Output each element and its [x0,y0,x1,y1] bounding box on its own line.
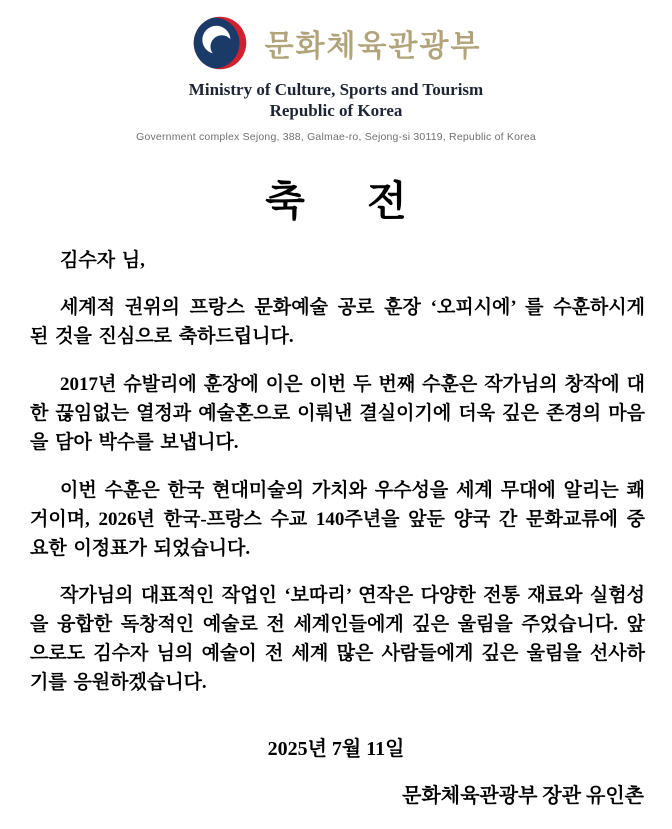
korea-government-emblem-icon [191,14,249,72]
body-paragraph: 작가님의 대표적인 작업인 ‘보따리’ 연작은 다양한 전통 재료와 실험성을 융합한 독창적인 예술로 전 세계인들에게 깊은 울림을 주었습니다. 앞으로도 김수자 님의 예술이 전 세계 많은 사람들에게 깊은 울림을 선사하기를 응원하겠습니다. [30,585,645,693]
document-body [30,247,645,698]
ministry-name-english-line1: Ministry of Culture, Sports and Tourism [188,80,484,99]
date-line: 2025년 7월 11일 [267,737,405,760]
ministry-name-korean: 문화체육관광부 [264,30,482,63]
recipient-line: 김수자 님, [60,249,145,271]
body-paragraph: 2017년 슈발리에 훈장에 이은 이번 두 번째 수훈은 작가님의 창작에 대한 끊임없는 열정과 예술혼으로 이뤄낸 결실이기에 더욱 깊은 존경의 마음을 담아 박수를 보냅니다. [30,374,645,453]
body-paragraph: 세계적 권위의 프랑스 문화예술 공로 훈장 ‘오피시에’ 를 수훈하시게 된 것을 진심으로 축하드립니다. [30,297,645,348]
letterhead [0,14,672,143]
ministry-name-english [0,79,672,122]
ministry-brand [0,14,672,72]
ministry-name-english-line2: Republic of Korea [269,101,403,121]
document-title: 축 전 [265,177,407,224]
ministry-address: Government complex Sejong, 388, Galmae-ro, Sejong-si 30119, Republic of Korea [136,130,536,143]
body-paragraph: 이번 수훈은 한국 현대미술의 가치와 우수성을 세계 무대에 알리는 쾌거이며, 2026년 한국-프랑스 수교 140주년을 앞둔 양국 간 문화교류에 중요한 이정표가 되었습니다. [30,479,645,559]
signature-line: 문화체육관광부 장관 유인촌 [402,784,644,807]
